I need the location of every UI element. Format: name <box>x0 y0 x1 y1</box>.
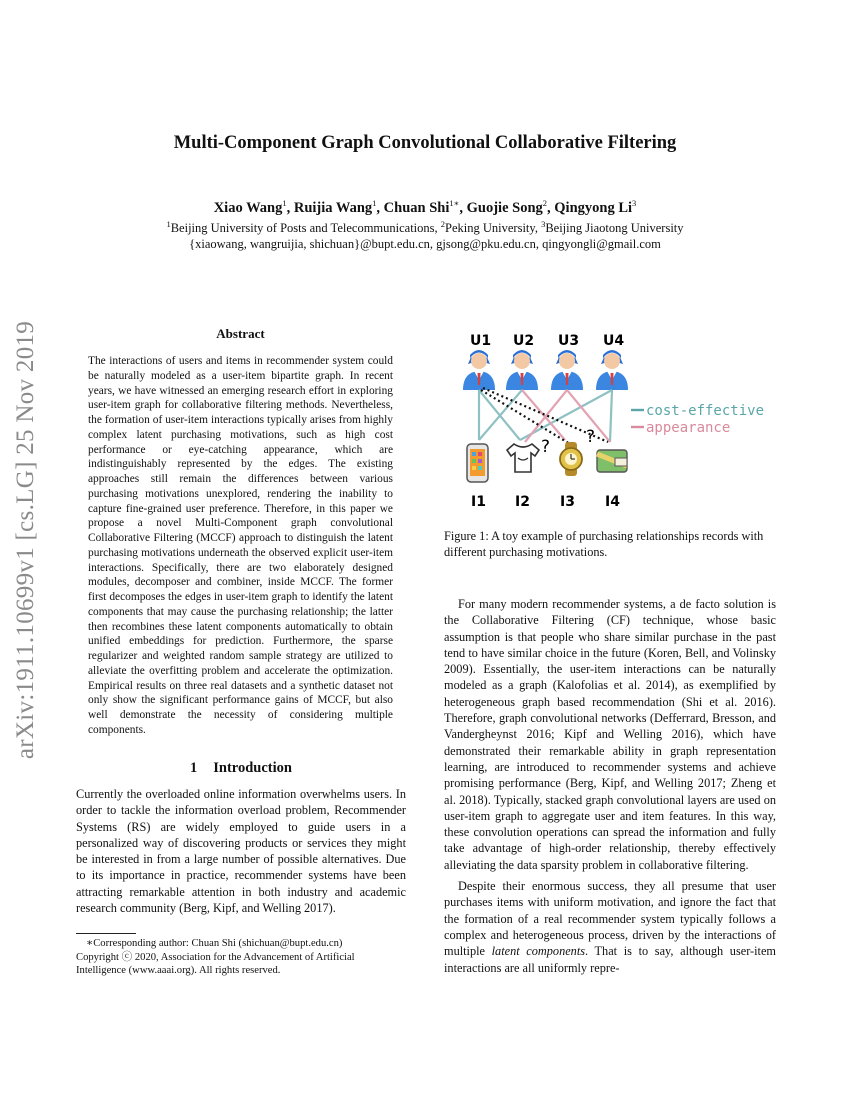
item-label-i3: I3 <box>560 494 575 510</box>
paragraph-text: Despite their enormous success, they all presume that user purchases items with uniform motivation, and ignore the fact that the formation of a real recommender system typically follows a complex and heterogeneous process, driven by the interactions of multiple <box>444 879 776 959</box>
arxiv-stamp-text: arXiv:1911.10699v1 [cs.LG] 25 Nov 2019 <box>12 320 39 760</box>
user-icon <box>596 350 628 390</box>
paragraph: For many modern recommender systems, a de facto solution is the Collaborative Filtering (CF) technique, whose basic assumption is that people who share similar purchase in the past tend to have similar choice in the future (Koren, Bell, and Volinsky 2009). Essentially, the user-item interactions can be naturally modeled as a graph (Kalofolias et al. 2014), as exemplified by heterogeneous graph based recommendation (Shi et al. 2016). Therefore, graph convolutional networks (Defferrard, Bresson, and Vandergheynst 2016; Kipf and Welling 2016), which have demonstrated their remarkable ability in graph representation learning, are introduced to recommender systems and achieve promising performance (Berg, Kipf, and Welling 2017; Zheng et al. 2018). Typically, stacked graph convolutional layers are used on user-item graph to aggregate user and item features. In this way, these convolution operations can spread the information and fully take advantage of high-order relationship, thereby effectively alleviating the data sparsity problem in collaborative filtering. <box>444 597 776 872</box>
author-mark: 3 <box>632 198 637 208</box>
author-mark: 2 <box>542 198 548 208</box>
author-name: Xiao Wang <box>213 199 283 216</box>
item-label-i1: I1 <box>471 494 486 510</box>
legend <box>631 403 764 436</box>
footnote-copyright: Copyright ⓒ 2020, Association for the Advancement of Artificial Intelligence (www.aaai.org). All rights reserved. <box>76 951 355 976</box>
author-mark: 1 <box>282 198 287 208</box>
section-heading-introduction <box>76 760 406 777</box>
legend-label-cost-effective: cost-effective <box>646 403 765 419</box>
section-number: 1 <box>190 760 198 776</box>
user-label-u2: U2 <box>513 333 535 349</box>
paper-title: Multi-Component Graph Convolutional Collaborative Filtering <box>173 133 677 153</box>
abstract-heading: Abstract <box>216 326 265 341</box>
introduction-text: Currently the overloaded online information overwhelms users. In order to tackle the information overload problem, Recommender Systems (RS) are widely employed to guide users in a personalized way of discovering products or services they might be interested in from a large number of possible alternatives. Due to its importance in practice, recommender systems have been attracting remarkable attention in both industry and academic research community (Berg, Kipf, and Welling 2017). <box>76 787 406 916</box>
user-label-u3: U3 <box>558 333 580 349</box>
author-emails: {xiaowang, wangruijia, shichuan}@bupt.edu.cn, gjsong@pku.edu.cn, qingyongli@gmail.com <box>189 237 661 252</box>
affil-text: Beijing Jiaotong University <box>545 221 684 236</box>
user-label-u4: U4 <box>603 333 625 349</box>
section-title: Introduction <box>213 760 292 776</box>
affil-text: Peking University, <box>445 221 542 236</box>
figure-1 <box>445 330 780 520</box>
affiliation-line <box>0 216 850 236</box>
paragraph-text: . That is to say, although user-item interactions are all uniformly repre- <box>444 944 776 975</box>
paragraph <box>444 878 776 976</box>
right-column-body <box>444 596 776 976</box>
author-mark: 1∗ <box>449 198 460 208</box>
author-list: Xiao Wang$^1$, Ruijia Wang$^1$, Chuan Shi$^{1∗}$, Guojie Song$^2$, Qingyong Li$^3$ <box>213 198 637 216</box>
tshirt-icon <box>507 444 539 472</box>
figure-caption: Figure 1: A toy example of purchasing relationships records with different purchasing motivations. <box>444 529 764 560</box>
footnote-corresponding: ∗Corresponding author: Chuan Shi (shichuan@bupt.edu.cn) <box>86 938 343 949</box>
unknown-mark: ? <box>541 437 551 457</box>
unknown-mark: ? <box>586 427 596 447</box>
affil-mark: 2 <box>440 219 446 229</box>
affil-mark: 1 <box>166 219 171 229</box>
legend-label-appearance: appearance <box>646 420 731 436</box>
abstract-text: The interactions of users and items in recommender system could be naturally modeled as a user-item bipartite graph. In recent years, we have witnessed an emerging research effort in exploring user-item graph for collaborative filtering methods. Nevertheless, the formation of user-item interactions typically arises from highly complex latent purchasing motivations, such as high cost performance or eye-catching appearance, which are indistinguishably represented by the edges. The existing approaches still remain the differences between various purchasing motivations unexplored, rendering the inability to capture fine-grained user preference. Therefore, in this paper we propose a novel Multi-Component graph convolutional Collaborative Filtering (MCCF) approach to distinguish the latent purchasing motivations underneath the observed explicit user-item interactions. Specifically, there are two elaborately designed modules, decomposer and combiner, inside MCCF. The former first decomposes the edges in user-item graph to identify the latent components that may cause the purchasing relationship; the latter then recombines these latent components automatically to obtain unified embeddings for prediction. Furthermore, the sparse regularizer and weighted random sample strategy are utilized to alleviate the overfitting problem and accelerate the optimization. Empirical results on three real datasets and a synthetic dataset not only show the significant performance gains of MCCF, but also well demonstrate the necessity of considering multiple components. <box>88 355 393 736</box>
figure-diagram <box>445 330 780 520</box>
author-name: Guojie Song <box>466 199 543 216</box>
item-label-i2: I2 <box>515 494 530 510</box>
user-icon <box>551 350 583 390</box>
arxiv-stamp <box>0 290 52 790</box>
affiliations <box>0 216 850 252</box>
affil-text: Beijing University of Posts and Telecommunications, <box>170 221 441 236</box>
phone-icon <box>467 444 488 482</box>
affil-mark: 3 <box>541 219 546 229</box>
author-mark: 1 <box>372 198 377 208</box>
user-label-u1: U1 <box>470 333 492 349</box>
emphasis: latent components <box>491 944 586 959</box>
wallet-icon <box>597 450 627 472</box>
user-icon <box>463 350 495 390</box>
user-icon <box>506 350 538 390</box>
item-label-i4: I4 <box>605 494 620 510</box>
watch-icon <box>560 442 582 476</box>
author-name: Ruijia Wang <box>293 199 373 216</box>
footnote-rule <box>76 933 136 934</box>
author-name: Chuan Shi <box>383 199 450 216</box>
author-name: Qingyong Li <box>554 199 633 216</box>
footnote <box>76 937 406 978</box>
